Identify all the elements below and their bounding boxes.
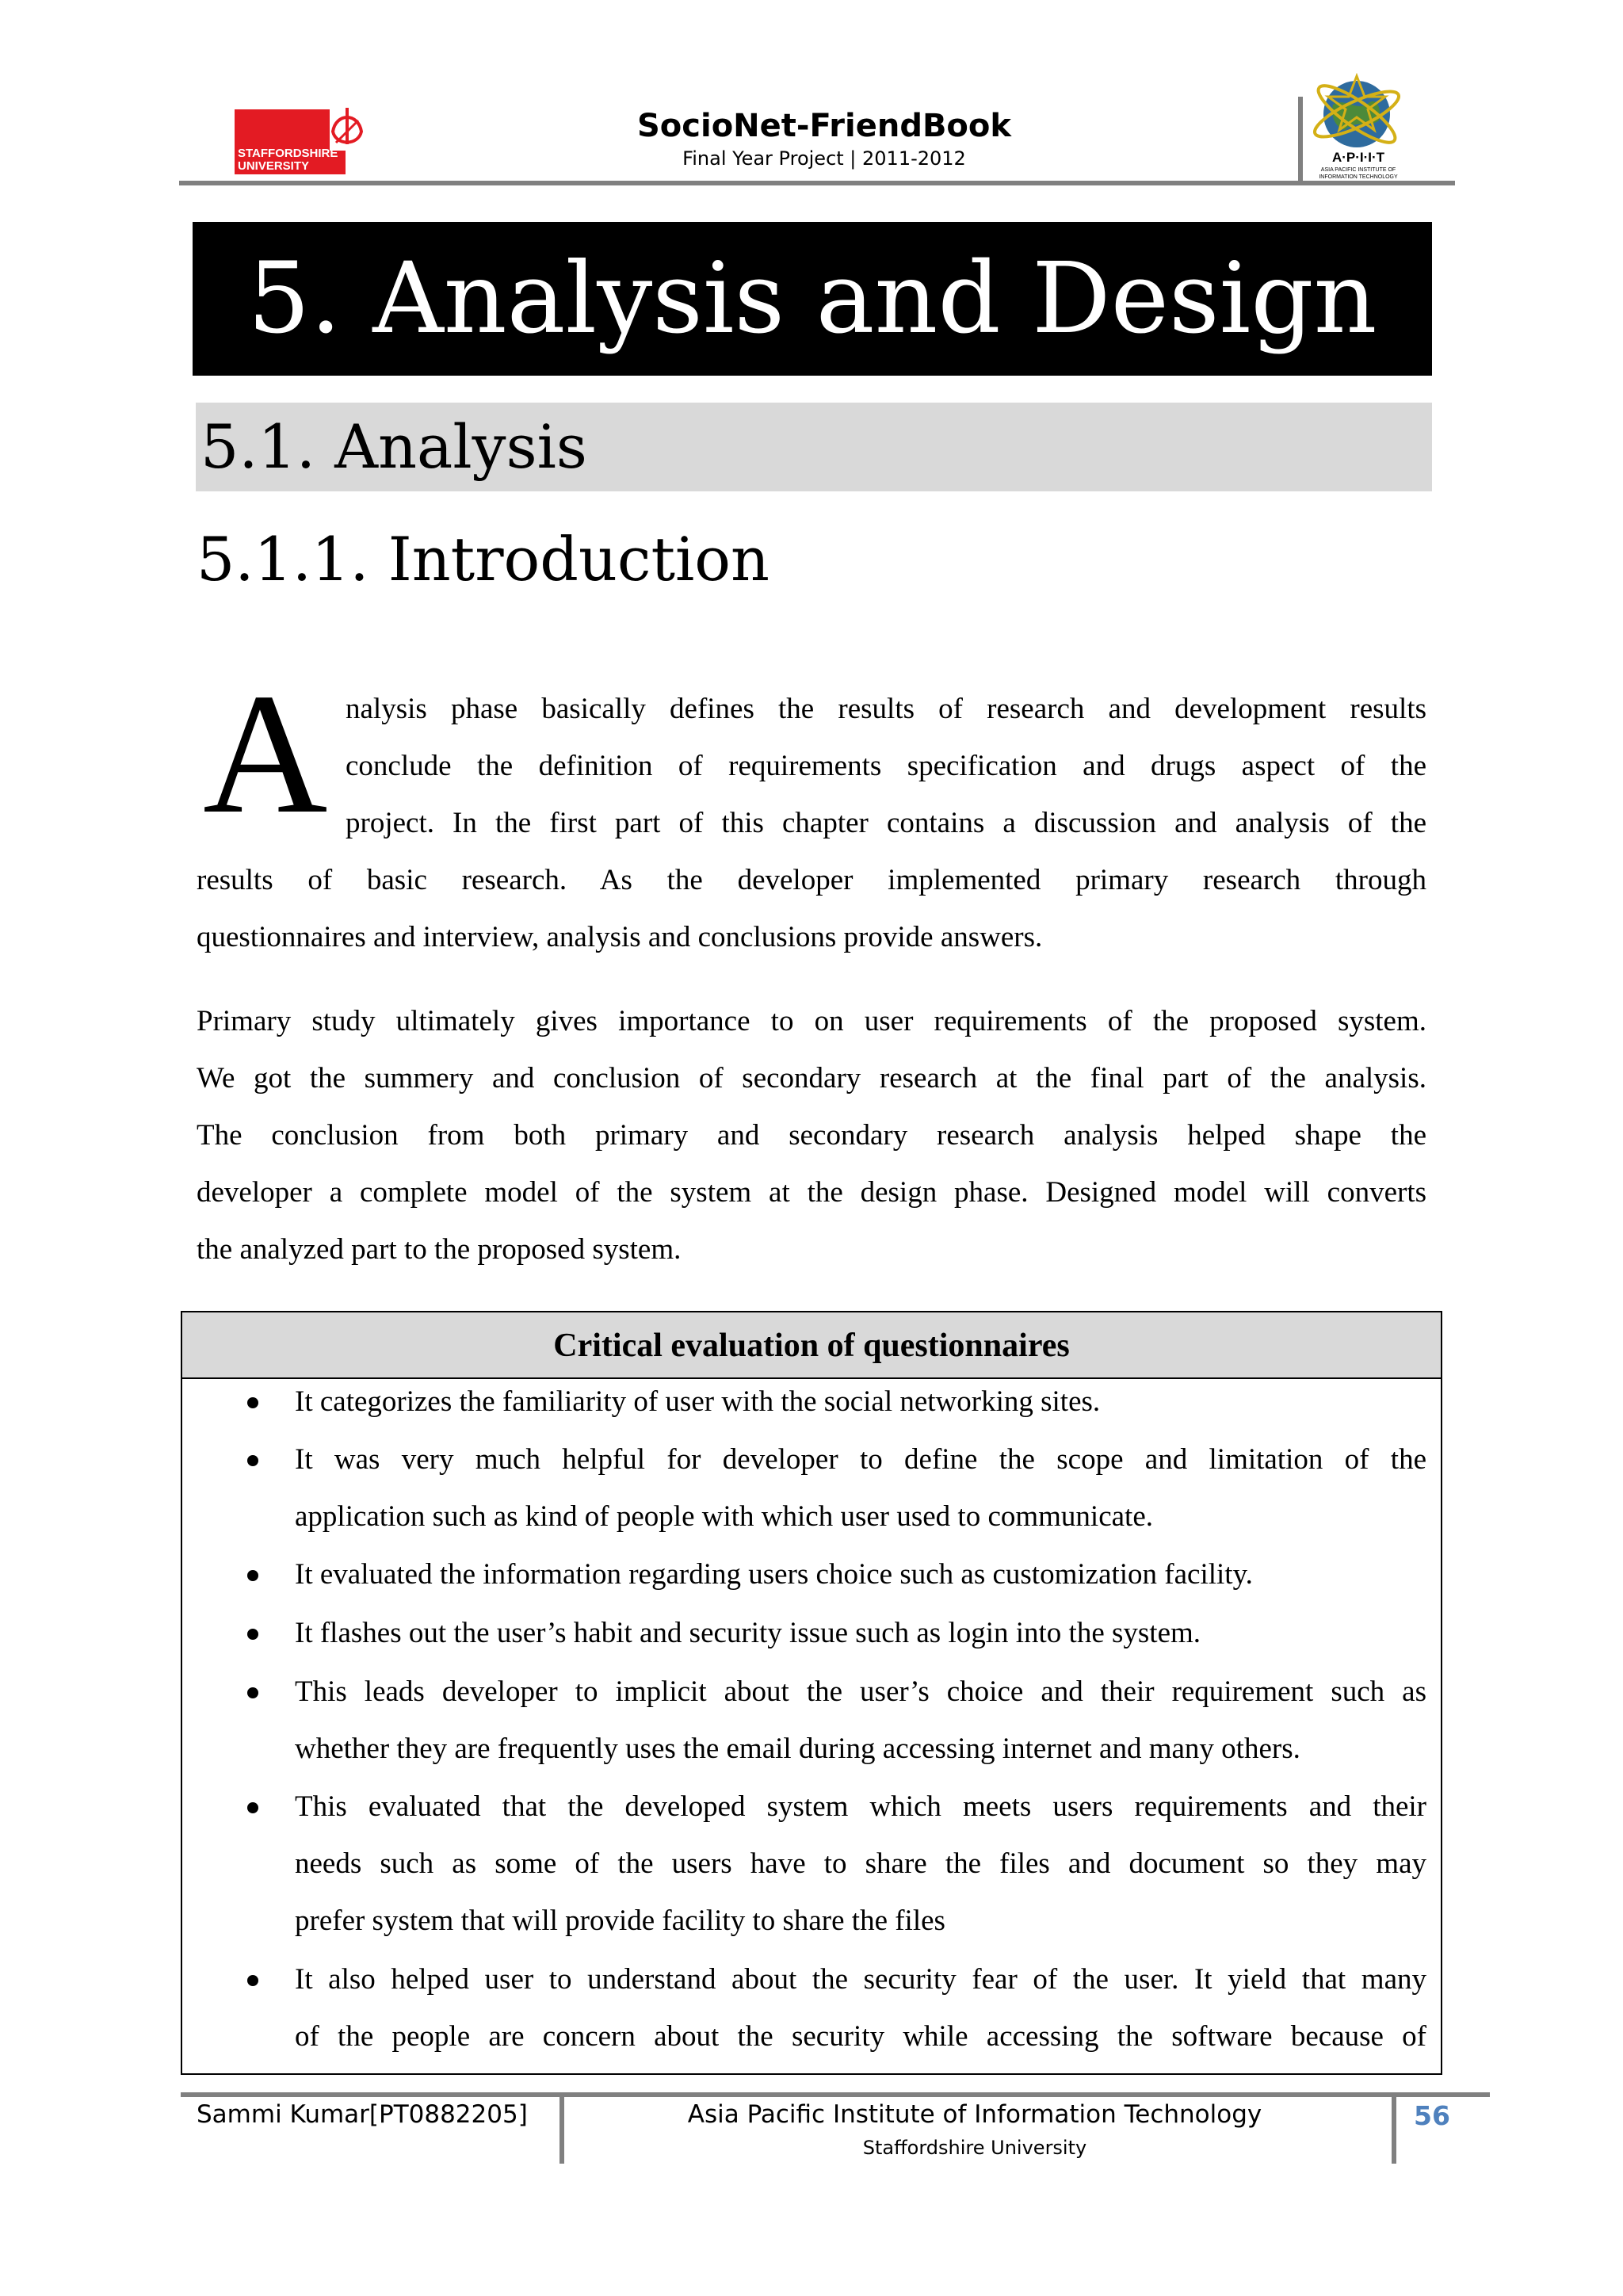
document-title: SocioNet-FriendBook — [636, 108, 1011, 144]
apiit-logo — [1309, 73, 1412, 184]
staffordshire-logo — [235, 105, 368, 174]
evaluation-table-heading: Critical evaluation of questionnaires — [182, 1312, 1441, 1379]
intro-line: results of basic research. As the developer implemented primary research through — [197, 864, 1426, 896]
paragraph-line: We got the summery and conclusion of secondary research at the final part of the analysis. — [197, 1062, 1426, 1095]
page-number: 56 — [1414, 2100, 1450, 2131]
bullet-icon — [247, 1975, 258, 1986]
evaluation-item: of the people are concern about the security while accessing the software because of — [295, 2020, 1426, 2053]
svg-text:A·P·I·I·T: A·P·I·I·T — [1331, 150, 1385, 165]
svg-text:UNIVERSITY: UNIVERSITY — [238, 159, 310, 173]
intro-line: nalysis phase basically defines the results of research and development results — [346, 693, 1426, 725]
bullet-icon — [247, 1687, 258, 1698]
staffordshire-knot-icon — [235, 105, 368, 174]
section-title: 5.1. Analysis — [196, 403, 1432, 491]
intro-line: conclude the definition of requirements specification and drugs aspect of the — [346, 750, 1426, 782]
document-subtitle: Final Year Project | 2011-2012 — [682, 147, 966, 170]
drop-cap: A — [203, 659, 328, 850]
paragraph-line: developer a complete model of the system at the design phase. Designed model will converts — [197, 1176, 1426, 1209]
evaluation-item: This leads developer to implicit about the user’s choice and their requirement such as — [295, 1675, 1426, 1708]
evaluation-item: This evaluated that the developed system which meets users requirements and their — [295, 1790, 1426, 1823]
evaluation-item: It was very much helpful for developer to define the scope and limitation of the — [295, 1443, 1426, 1476]
evaluation-item: It also helped user to understand about the security fear of the user. It yield that many — [295, 1963, 1426, 1996]
bullet-icon — [247, 1455, 258, 1466]
paragraph-line: The conclusion from both primary and secondary research analysis helped shape the — [197, 1119, 1426, 1152]
header-rule — [179, 181, 1455, 185]
bullet-icon — [247, 1629, 258, 1640]
evaluation-item: application such as kind of people with which user used to communicate. — [295, 1500, 1154, 1533]
globe-icon — [1309, 73, 1412, 184]
header-divider — [1298, 97, 1303, 184]
evaluation-item: It categorizes the familiarity of user with the social networking sites. — [295, 1385, 1101, 1418]
intro-line: project. In the first part of this chapter contains a discussion and analysis of the — [346, 807, 1426, 839]
evaluation-item: needs such as some of the users have to share the files and document so they may — [295, 1847, 1426, 1880]
bullet-icon — [247, 1570, 258, 1581]
svg-text:INFORMATION TECHNOLOGY: INFORMATION TECHNOLOGY — [1319, 174, 1398, 180]
footer-author: Sammi Kumar[PT0882205] — [197, 2100, 528, 2129]
svg-text:STAFFORDSHIRE: STAFFORDSHIRE — [238, 147, 338, 160]
evaluation-item: It evaluated the information regarding users choice such as customization facility. — [295, 1558, 1253, 1591]
evaluation-item: It flashes out the user’s habit and security issue such as login into the system. — [295, 1617, 1201, 1649]
svg-text:ASIA PACIFIC INSTITUTE OF: ASIA PACIFIC INSTITUTE OF — [1320, 167, 1396, 173]
footer-rule — [181, 2092, 1490, 2097]
chapter-title: 5. Analysis and Design — [193, 222, 1432, 376]
bullet-icon — [247, 1802, 258, 1813]
footer-institute: Asia Pacific Institute of Information Technology — [687, 2100, 1262, 2129]
footer-divider — [559, 2095, 564, 2164]
bullet-icon — [247, 1397, 258, 1408]
evaluation-item: prefer system that will provide facility to share the files — [295, 1904, 945, 1937]
paragraph-line: Primary study ultimately gives importance to on user requirements of the proposed system. — [197, 1005, 1426, 1037]
evaluation-item: whether they are frequently uses the email during accessing internet and many others. — [295, 1733, 1300, 1765]
subsection-title: 5.1.1. Introduction — [197, 524, 770, 594]
footer-university: Staffordshire University — [862, 2137, 1087, 2159]
footer-divider — [1392, 2095, 1396, 2164]
paragraph-line: the analyzed part to the proposed system. — [197, 1233, 682, 1266]
intro-line: questionnaires and interview, analysis and conclusions provide answers. — [197, 921, 1043, 953]
